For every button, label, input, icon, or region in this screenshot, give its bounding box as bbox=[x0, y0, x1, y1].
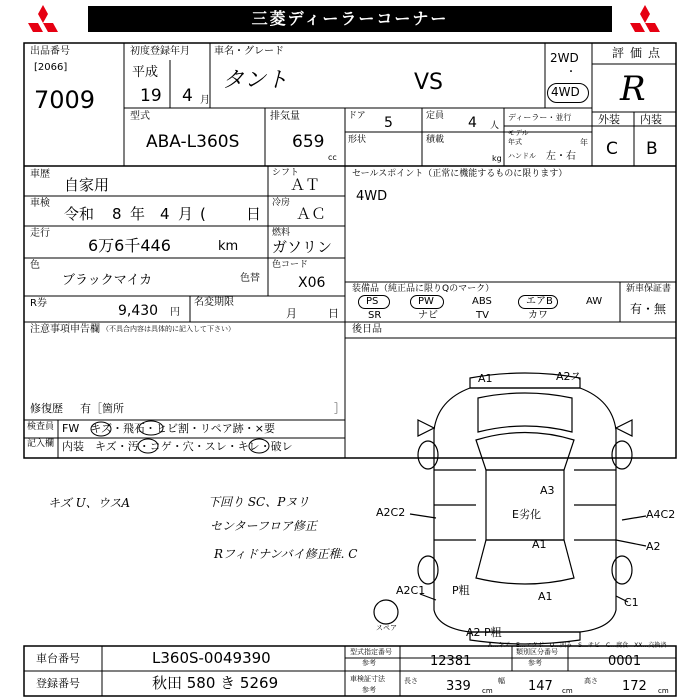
handle-value: 左・右 bbox=[546, 151, 576, 162]
recycle-label: R券 bbox=[30, 298, 47, 309]
capacity-label: 定員 bbox=[426, 111, 445, 121]
diag-label-a1-top: A1 bbox=[478, 372, 493, 385]
nameplate-month: 月 bbox=[286, 307, 297, 320]
aircon-label: 冷房 bbox=[272, 198, 291, 208]
first-reg-label: 初度登録年月 bbox=[130, 46, 190, 57]
mileage-value: 6万6千446 bbox=[88, 236, 171, 255]
type-value: ABA-L360S bbox=[146, 132, 240, 152]
mileage-label: 走行 bbox=[30, 228, 50, 239]
diag-label-a2c1: A2C1 bbox=[396, 584, 426, 597]
color-change-label: 色替 bbox=[240, 273, 260, 284]
shift-label: シフト bbox=[272, 168, 300, 178]
dims-height-label: 高さ bbox=[584, 677, 598, 685]
spare-label: スペア bbox=[376, 624, 397, 632]
inspection-year: 8 bbox=[112, 205, 122, 223]
displacement-unit: cc bbox=[328, 153, 337, 162]
fuel-label: 燃料 bbox=[272, 228, 291, 238]
dims-length-unit: cm bbox=[482, 687, 493, 695]
color-value: ブラックマイカ bbox=[62, 273, 153, 288]
first-reg-month: 4 bbox=[182, 86, 193, 106]
color-label: 色 bbox=[30, 260, 40, 271]
chassis-value: L360S-0049390 bbox=[152, 649, 271, 667]
inspection-year-unit: 年 bbox=[130, 205, 146, 223]
warranty-label: 新車保証書 bbox=[626, 284, 672, 294]
equip-ps: PS bbox=[366, 296, 379, 307]
plate-label: 登録番号 bbox=[36, 677, 80, 690]
chassis-label: 車台番号 bbox=[36, 652, 80, 665]
displacement-value: 659 bbox=[292, 132, 325, 152]
header-title: 三菱ディーラーコーナー bbox=[88, 6, 612, 32]
handwritten-line3: センターフロア修正 bbox=[210, 519, 317, 533]
handwritten-line2: 下回り SC、Pヌリ bbox=[208, 495, 310, 509]
color-code: X06 bbox=[298, 275, 326, 291]
shift-value: ＡＴ bbox=[290, 176, 321, 194]
class-num-value: 0001 bbox=[608, 654, 642, 669]
doors-label: ドア bbox=[348, 111, 366, 121]
drive-dot: ・ bbox=[566, 67, 576, 78]
rating-int-label: 内装 bbox=[640, 113, 662, 126]
diag-label-a1-mid: A1 bbox=[532, 538, 547, 551]
first-reg-year: 19 bbox=[140, 86, 162, 106]
recycle-unit: 円 bbox=[170, 307, 180, 318]
capacity-unit: 人 bbox=[490, 121, 500, 131]
rating-ext: C bbox=[606, 139, 618, 159]
diag-label-a1-low: A1 bbox=[538, 590, 553, 603]
mileage-unit: km bbox=[218, 239, 239, 254]
usage-label: 車歴 bbox=[30, 169, 50, 180]
dims-sub: 参考 bbox=[362, 686, 376, 694]
repair-close: ］ bbox=[334, 402, 345, 415]
drive-4wd: 4WD bbox=[551, 85, 580, 99]
dealer-label: ディーラー・並行 bbox=[508, 113, 572, 122]
dims-width: 147 bbox=[528, 679, 553, 694]
equip-leather: カワ bbox=[528, 310, 548, 321]
usage-value: 自家用 bbox=[64, 176, 110, 194]
lot-number: 7009 bbox=[34, 86, 96, 114]
plate-value: 秋田 580 き 5269 bbox=[152, 674, 279, 692]
model-grade: VS bbox=[414, 70, 444, 95]
sales-point-value: 4WD bbox=[356, 189, 388, 204]
type-num-label: 型式指定番号 bbox=[350, 648, 392, 656]
equip-sr: SR bbox=[368, 310, 382, 321]
rating-label: 評価点 bbox=[612, 46, 667, 60]
equip-aw: AW bbox=[586, 296, 603, 307]
inspector-label2: 記入欄 bbox=[27, 439, 55, 449]
rear-item-label: 後日品 bbox=[352, 324, 382, 335]
handwritten-line4: Rフィドナンバイ修正稚. C bbox=[214, 547, 358, 561]
inspector-label1: 検査員 bbox=[27, 422, 55, 432]
aircon-value: ＡＣ bbox=[296, 205, 327, 223]
equip-abs: ABS bbox=[472, 296, 492, 307]
load-unit: kg bbox=[492, 154, 502, 163]
notes-sub: （不具合内容は具体的に記入して下さい） bbox=[102, 325, 235, 333]
recycle-value: 9,430 bbox=[118, 303, 159, 319]
color-code-label: 色コード bbox=[272, 260, 309, 270]
repair-label: 修復歴 bbox=[30, 402, 63, 415]
dims-height: 172 bbox=[622, 679, 647, 694]
handle-label: ハンドル bbox=[508, 152, 536, 160]
doors-value: 5 bbox=[384, 115, 393, 131]
inspection-paren-open: ( bbox=[200, 205, 206, 223]
dims-height-unit: cm bbox=[658, 687, 669, 695]
type-label: 型式 bbox=[130, 111, 150, 122]
inspection-day: 日 bbox=[246, 205, 262, 223]
diag-label-a2-top: A2ス bbox=[556, 370, 582, 383]
equip-pw: PW bbox=[418, 296, 434, 307]
type-num-sub: 参考 bbox=[362, 659, 376, 667]
class-num-sub: 参考 bbox=[528, 659, 542, 667]
nameplate-label: 名変期限 bbox=[194, 297, 234, 308]
rating-value: R bbox=[620, 69, 646, 109]
dims-label: 車検証寸法 bbox=[350, 675, 385, 683]
diag-label-c1: C1 bbox=[624, 596, 639, 609]
diag-label-a2-right: A2 bbox=[646, 540, 661, 553]
rating-int: B bbox=[646, 139, 658, 159]
diag-label-e: E劣化 bbox=[512, 508, 541, 521]
dims-length: 339 bbox=[446, 679, 471, 694]
model-year-unit: 年 bbox=[580, 138, 588, 147]
displacement-label: 排気量 bbox=[270, 111, 300, 122]
model-name-label: 車名・グレード bbox=[214, 46, 284, 57]
type-num-value: 12381 bbox=[430, 654, 472, 669]
diag-label-a3: A3 bbox=[540, 484, 555, 497]
equip-airbag: エアB bbox=[526, 296, 553, 307]
lot-label: 出品番号 bbox=[30, 46, 70, 57]
equip-tv: TV bbox=[476, 310, 489, 321]
diag-label-p-rough: P粗 bbox=[452, 584, 470, 597]
nameplate-day: 日 bbox=[328, 307, 339, 320]
diag-label-a2-bottom: A2 P粗 bbox=[466, 626, 502, 639]
dims-width-label: 幅 bbox=[498, 677, 505, 685]
equipment-label: 装備品（純正品に限りQのマーク） bbox=[352, 284, 495, 294]
sales-point-label: セールスポイント（正常に機能するものに限ります） bbox=[352, 169, 568, 179]
drive-2wd: 2WD bbox=[550, 51, 579, 65]
inspection-era: 令和 bbox=[64, 205, 95, 223]
diagram-legend: A…キズ E…エクボ U…凹み S…サビ C…腐食 XX…交換済 bbox=[488, 642, 667, 649]
first-reg-month-unit: 月 bbox=[200, 95, 210, 106]
model-name: タント bbox=[222, 68, 289, 93]
first-reg-era: 平成 bbox=[132, 65, 159, 80]
shape-label: 形状 bbox=[348, 135, 367, 145]
load-label: 積載 bbox=[426, 135, 445, 145]
capacity-value: 4 bbox=[468, 115, 477, 131]
handwritten-line1: キズ U、ウスA bbox=[48, 496, 130, 510]
inspection-label: 車検 bbox=[30, 198, 50, 209]
lot-code: [2066] bbox=[34, 62, 68, 73]
repair-value: 有［箇所 bbox=[80, 402, 124, 415]
class-num-label: 類別区分番号 bbox=[516, 648, 558, 656]
model-year-label1: モデル bbox=[508, 129, 529, 137]
dims-width-unit: cm bbox=[562, 687, 573, 695]
rating-ext-label: 外装 bbox=[598, 113, 620, 126]
dims-length-label: 長さ bbox=[404, 677, 418, 685]
inspection-month-unit: 月 bbox=[178, 205, 194, 223]
diag-label-a4c2: A4C2 bbox=[646, 508, 676, 521]
diag-label-a2c2-left: A2C2 bbox=[376, 506, 406, 519]
model-year-label2: 年式 bbox=[508, 138, 522, 146]
notes-label: 注意事項申告欄 bbox=[30, 324, 100, 335]
inspector-row2: 内装 キズ・汚・コゲ・穴・スレ・キレ・破レ bbox=[62, 440, 293, 453]
inspection-month: 4 bbox=[160, 205, 170, 223]
equip-navi: ナビ bbox=[418, 310, 438, 321]
warranty-value: 有・無 bbox=[630, 302, 667, 316]
fuel-value: ガソリン bbox=[272, 238, 333, 256]
inspector-row1: FW キズ・飛石・ヒビ割・リペア跡・×要 bbox=[62, 422, 275, 435]
